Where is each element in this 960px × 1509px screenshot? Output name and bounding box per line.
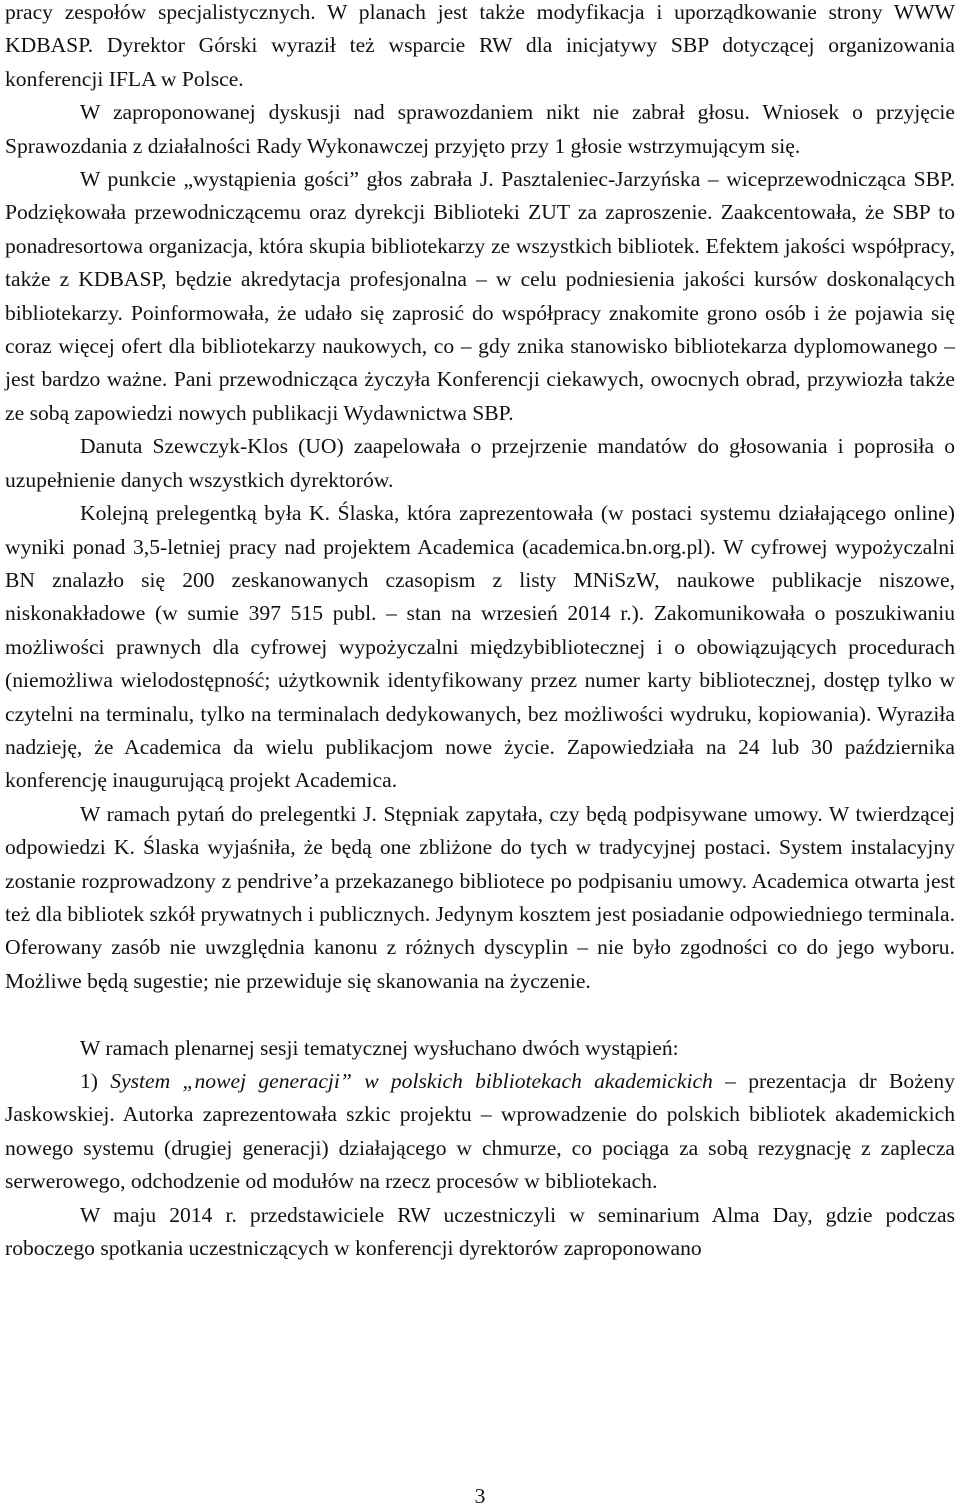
item-title: System „nowej generacji” w polskich bibliotekach akademickich [110,1068,713,1093]
paragraph-3: W punkcie „wystąpienia gości” głos zabrała J. Pasztaleniec-Jarzyńska – wiceprzewodnicząca SBP. Podziękowała przewodniczącemu oraz dyrekcji Biblioteki ZUT za zaproszenie. Zaakcentowała, że SBP to ponadresortowa organizacja, która skupia bibliotekarzy ze wszystkich bibliotek. Efektem jakości współpracy, także z KDBASP, będzie akredytacja profesjonalna – w celu podniesienia jakości kursów doskonalących bibliotekarzy. Poinformowała, że udało się zaprosić do współpracy znakomite grono osób i że pojawia się coraz więcej ofert dla bibliotekarzy naukowych, co – gdy znika stanowisko bibliotekarza dyplomowanego – jest bardzo ważne. Pani przewodnicząca życzyła Konferencji ciekawych, owocnych obrad, przywiozła także ze sobą zapowiedzi nowych publikacji Wydawnictwa SBP. [5,167,955,425]
session-item-1 [5,1065,955,1199]
paragraph-1: pracy zespołów specjalistycznych. W planach jest także modyfikacja i uporządkowanie strony WWW KDBASP. Dyrektor Górski wyraził też wsparcie RW dla inicjatywy SBP dotyczącej organizowania konferencji IFLA w Polsce. [5,0,955,91]
session-intro: W ramach plenarnej sesji tematycznej wysłuchano dwóch wystąpień: [80,1035,679,1060]
document-page [5,0,955,1265]
paragraph-2: W zaproponowanej dyskusji nad sprawozdaniem nikt nie zabrał głosu. Wniosek o przyjęcie Sprawozdania z działalności Rady Wykonawczej przyjęto przy 1 głosie wstrzymującym się. [5,100,955,158]
paragraph-last: W maju 2014 r. przedstawiciele RW uczestniczyli w seminarium Alma Day, gdzie podczas roboczego spotkania uczestniczących w konferencji dyrektorów zaproponowano [5,1202,955,1261]
paragraph-4: Danuta Szewczyk-Klos (UO) zaapelowała o przejrzenie mandatów do głosowania i poprosiła o uzupełnienie danych wszystkich dyrektorów. [5,434,955,492]
blank-line [5,998,955,1031]
item-number: 1) [80,1068,111,1093]
paragraph-5: Kolejną prelegentką była K. Ślaska, która zaprezentowała (w postaci systemu działającego online) wyniki ponad 3,5-letniej pracy nad projektem Academica (academica.bn.org.pl). W cyfrowej wypożyczalni BN znalazło się 200 zeskanowanych czasopism z listy MNiSzW, naukowe publikacje niszowe, niskonakładowe (w sumie 397 515 publ. – stan na wrzesień 2014 r.). Zakomunikowała o poszukiwaniu możliwości prawnych dla cyfrowej wypożyczalni międzybibliotecznej i o obowiązujących procedurach (niemożliwa wielodostępność; użytkownik identyfikowany przez numer karty bibliotecznej, dostęp tylko w czytelni na terminalu, tylko na terminalach dedykowanych, bez możliwości wydruku, kopiowania). Wyraziła nadzieję, że Academica da wielu publikacjom nowe życie. Zapowiedziała na 24 lub 30 października konferencję inaugurującą projekt Academica. [5,501,955,793]
page-number: 3 [474,1484,486,1508]
paragraph-6: W ramach pytań do prelegentki J. Stępniak zapytała, czy będą podpisywane umowy. W twierdzącej odpowiedzi K. Ślaska wyjaśniła, że będą one zbliżone do tych w tradycyjnej postaci. System instalacyjny zostanie rozprowadzony z pendrive’a przekazanego bibliotece po podpisaniu umowy. Academica otwarta jest też dla bibliotek szkół prywatnych i publicznych. Jedynym kosztem jest posiadanie odpowiedniego terminala. Oferowany zasób nie uwzględnia kanonu z różnych dyscyplin – nie było zgodności co do jego wyboru. Możliwe będą sugestie; nie przewiduje się skanowania na życzenie. [5,801,955,993]
item-description: – prezentacja dr Bożeny Jaskowskiej. Autorka zaprezentowała szkic projektu – wprowadzenie do polskich bibliotek akademickich nowego systemu (drugiej generacji) działającego w chmurze, co pociąga za sobą rezygnację z zaplecza serwerowego, odchodzenie od modułów na rzecz procesów w bibliotekach. [5,1068,955,1194]
